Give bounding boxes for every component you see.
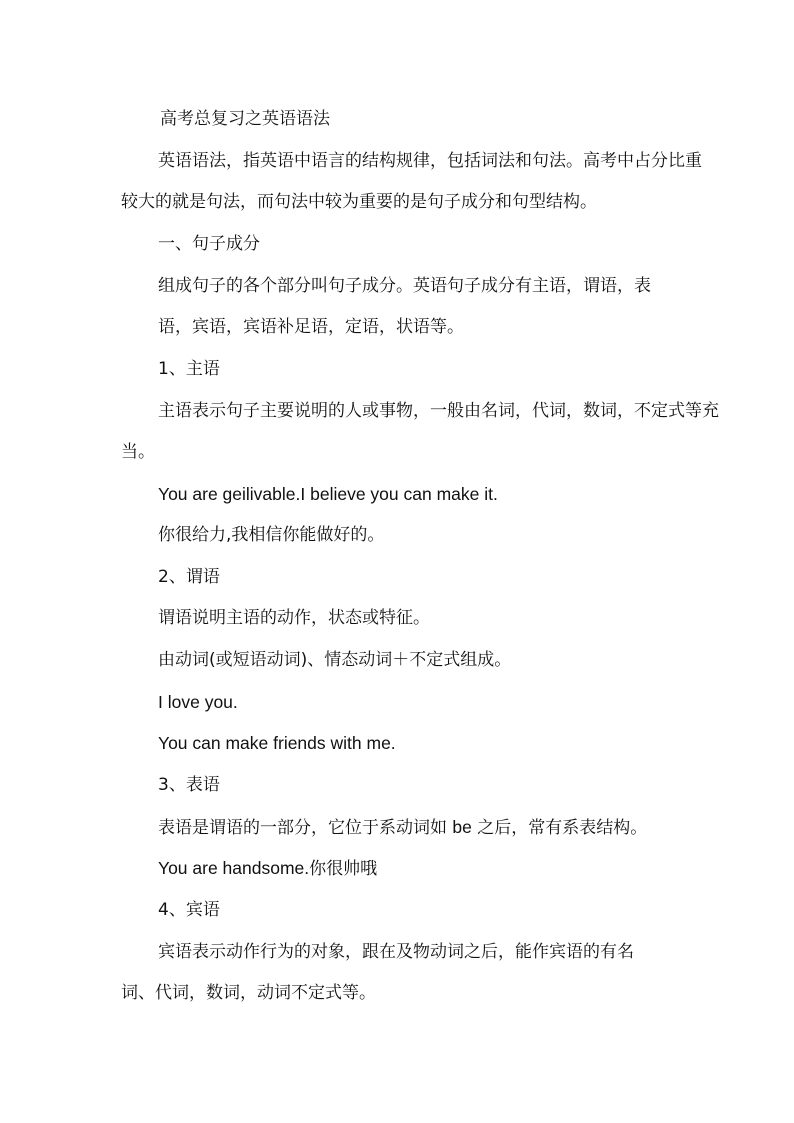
object-desc-line-1: 宾语表示动作行为的对象，跟在及物动词之后，能作宾语的有名 <box>158 942 634 962</box>
predicative-example <box>158 857 377 880</box>
predicative-desc <box>158 816 647 839</box>
section-paragraph-line-2: 语，宾语，宾语补足语，定语，状语等。 <box>158 317 464 337</box>
subject-desc-line-2: 当。 <box>121 442 155 462</box>
predicative-example-chinese: 你很帅哦 <box>309 859 378 879</box>
object-desc-line-2: 词、代词，数词，动词不定式等。 <box>121 983 376 1003</box>
section-paragraph-line-1: 组成句子的各个部分叫句子成分。英语句子成分有主语，谓语，表 <box>158 276 651 296</box>
subject-heading: 1、主语 <box>158 359 220 379</box>
subject-desc-line-1: 主语表示句子主要说明的人或事物，一般由名词，代词，数词，不定式等充 <box>158 401 719 421</box>
document-title: 高考总复习之英语语法 <box>160 109 330 129</box>
predicative-desc-be: be <box>452 817 472 837</box>
predicate-desc-line-2: 由动词(或短语动词)、情态动词＋不定式组成。 <box>158 650 512 670</box>
predicative-desc-post: 之后，常有系表结构。 <box>471 818 648 838</box>
predicate-example-2: You can make friends with me. <box>158 733 396 753</box>
predicate-desc-line-1: 谓语说明主语的动作，状态或特征。 <box>158 608 430 628</box>
predicative-example-english: You are handsome. <box>158 858 310 878</box>
object-heading: 4、宾语 <box>158 900 220 920</box>
intro-line-1: 英语语法，指英语中语言的结构规律，包括词法和句法。高考中占分比重 <box>158 151 702 171</box>
subject-example-chinese: 你很给力,我相信你能做好的。 <box>158 525 385 545</box>
predicate-heading: 2、谓语 <box>158 567 220 587</box>
predicative-heading: 3、表语 <box>158 775 220 795</box>
section-heading-sentence-components: 一、句子成分 <box>158 234 260 254</box>
intro-line-2: 较大的就是句法，而句法中较为重要的是句子成分和句型结构。 <box>121 192 597 212</box>
predicate-example-1: I love you. <box>158 692 238 712</box>
predicative-desc-pre: 表语是谓语的一部分，它位于系动词如 <box>158 818 453 838</box>
subject-example-english: You are geilivable.I believe you can make it. <box>158 484 498 504</box>
